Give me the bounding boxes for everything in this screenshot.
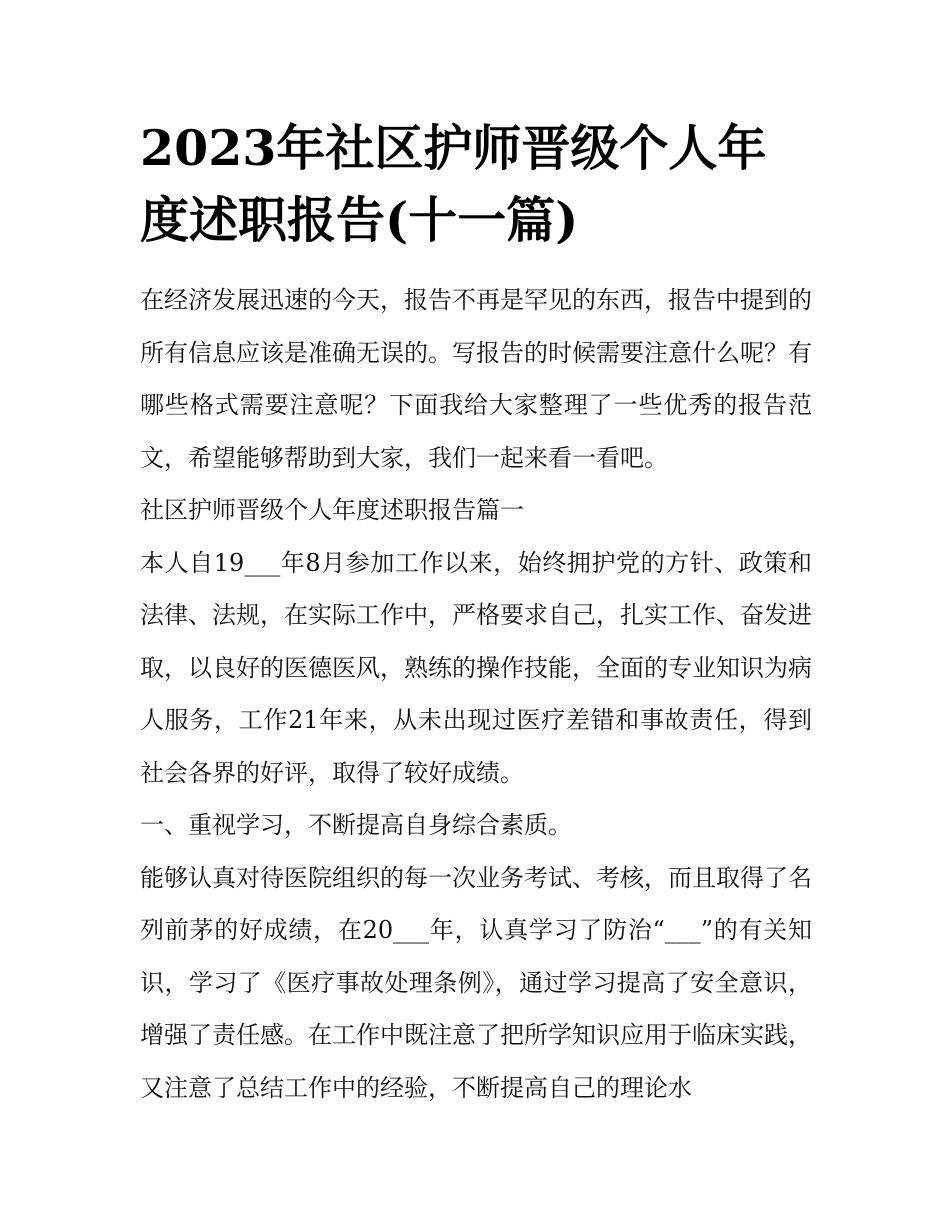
body-paragraph-1: 本人自19___年8月参加工作以来，始终拥护党的方针、政策和法律、法规，在实际工作中，严格要求自己，扎实工作、奋发进取，以良好的医德医风，熟练的操作技能，全面的专业知识为病人服务，工作21年来，从未出现过医疗差错和事故责任，得到社会各界的好评，取得了较好成绩。 xyxy=(140,548,812,787)
document-title: 2023年社区护师晋级个人年度述职报告(十一篇) xyxy=(140,119,767,249)
intro-paragraph: 在经济发展迅速的今天，报告不再是罕见的东西，报告中提到的所有信息应该是准确无误的。写报告的时候需要注意什么呢？有哪些格式需要注意呢？下面我给大家整理了一些优秀的报告范文，希望能够帮助到大家，我们一起来看一看吧。 xyxy=(140,286,812,472)
section-heading-1: 一、重视学习，不断提高自身综合素质。 xyxy=(140,811,572,839)
section-title: 社区护师晋级个人年度述职报告篇一 xyxy=(140,496,524,524)
document-page xyxy=(140,112,812,1114)
body-paragraph-2: 能够认真对待医院组织的每一次业务考试、考核，而且取得了名列前茅的好成绩，在20___年，认真学习了防治“___”的有关知识，学习了《医疗事故处理条例》，通过学习提高了安全意识，增强了责任感。在工作中既注意了把所学知识应用于临床实践，又注意了总结工作中的经验，不断提高自己的理论水 xyxy=(140,863,812,1102)
